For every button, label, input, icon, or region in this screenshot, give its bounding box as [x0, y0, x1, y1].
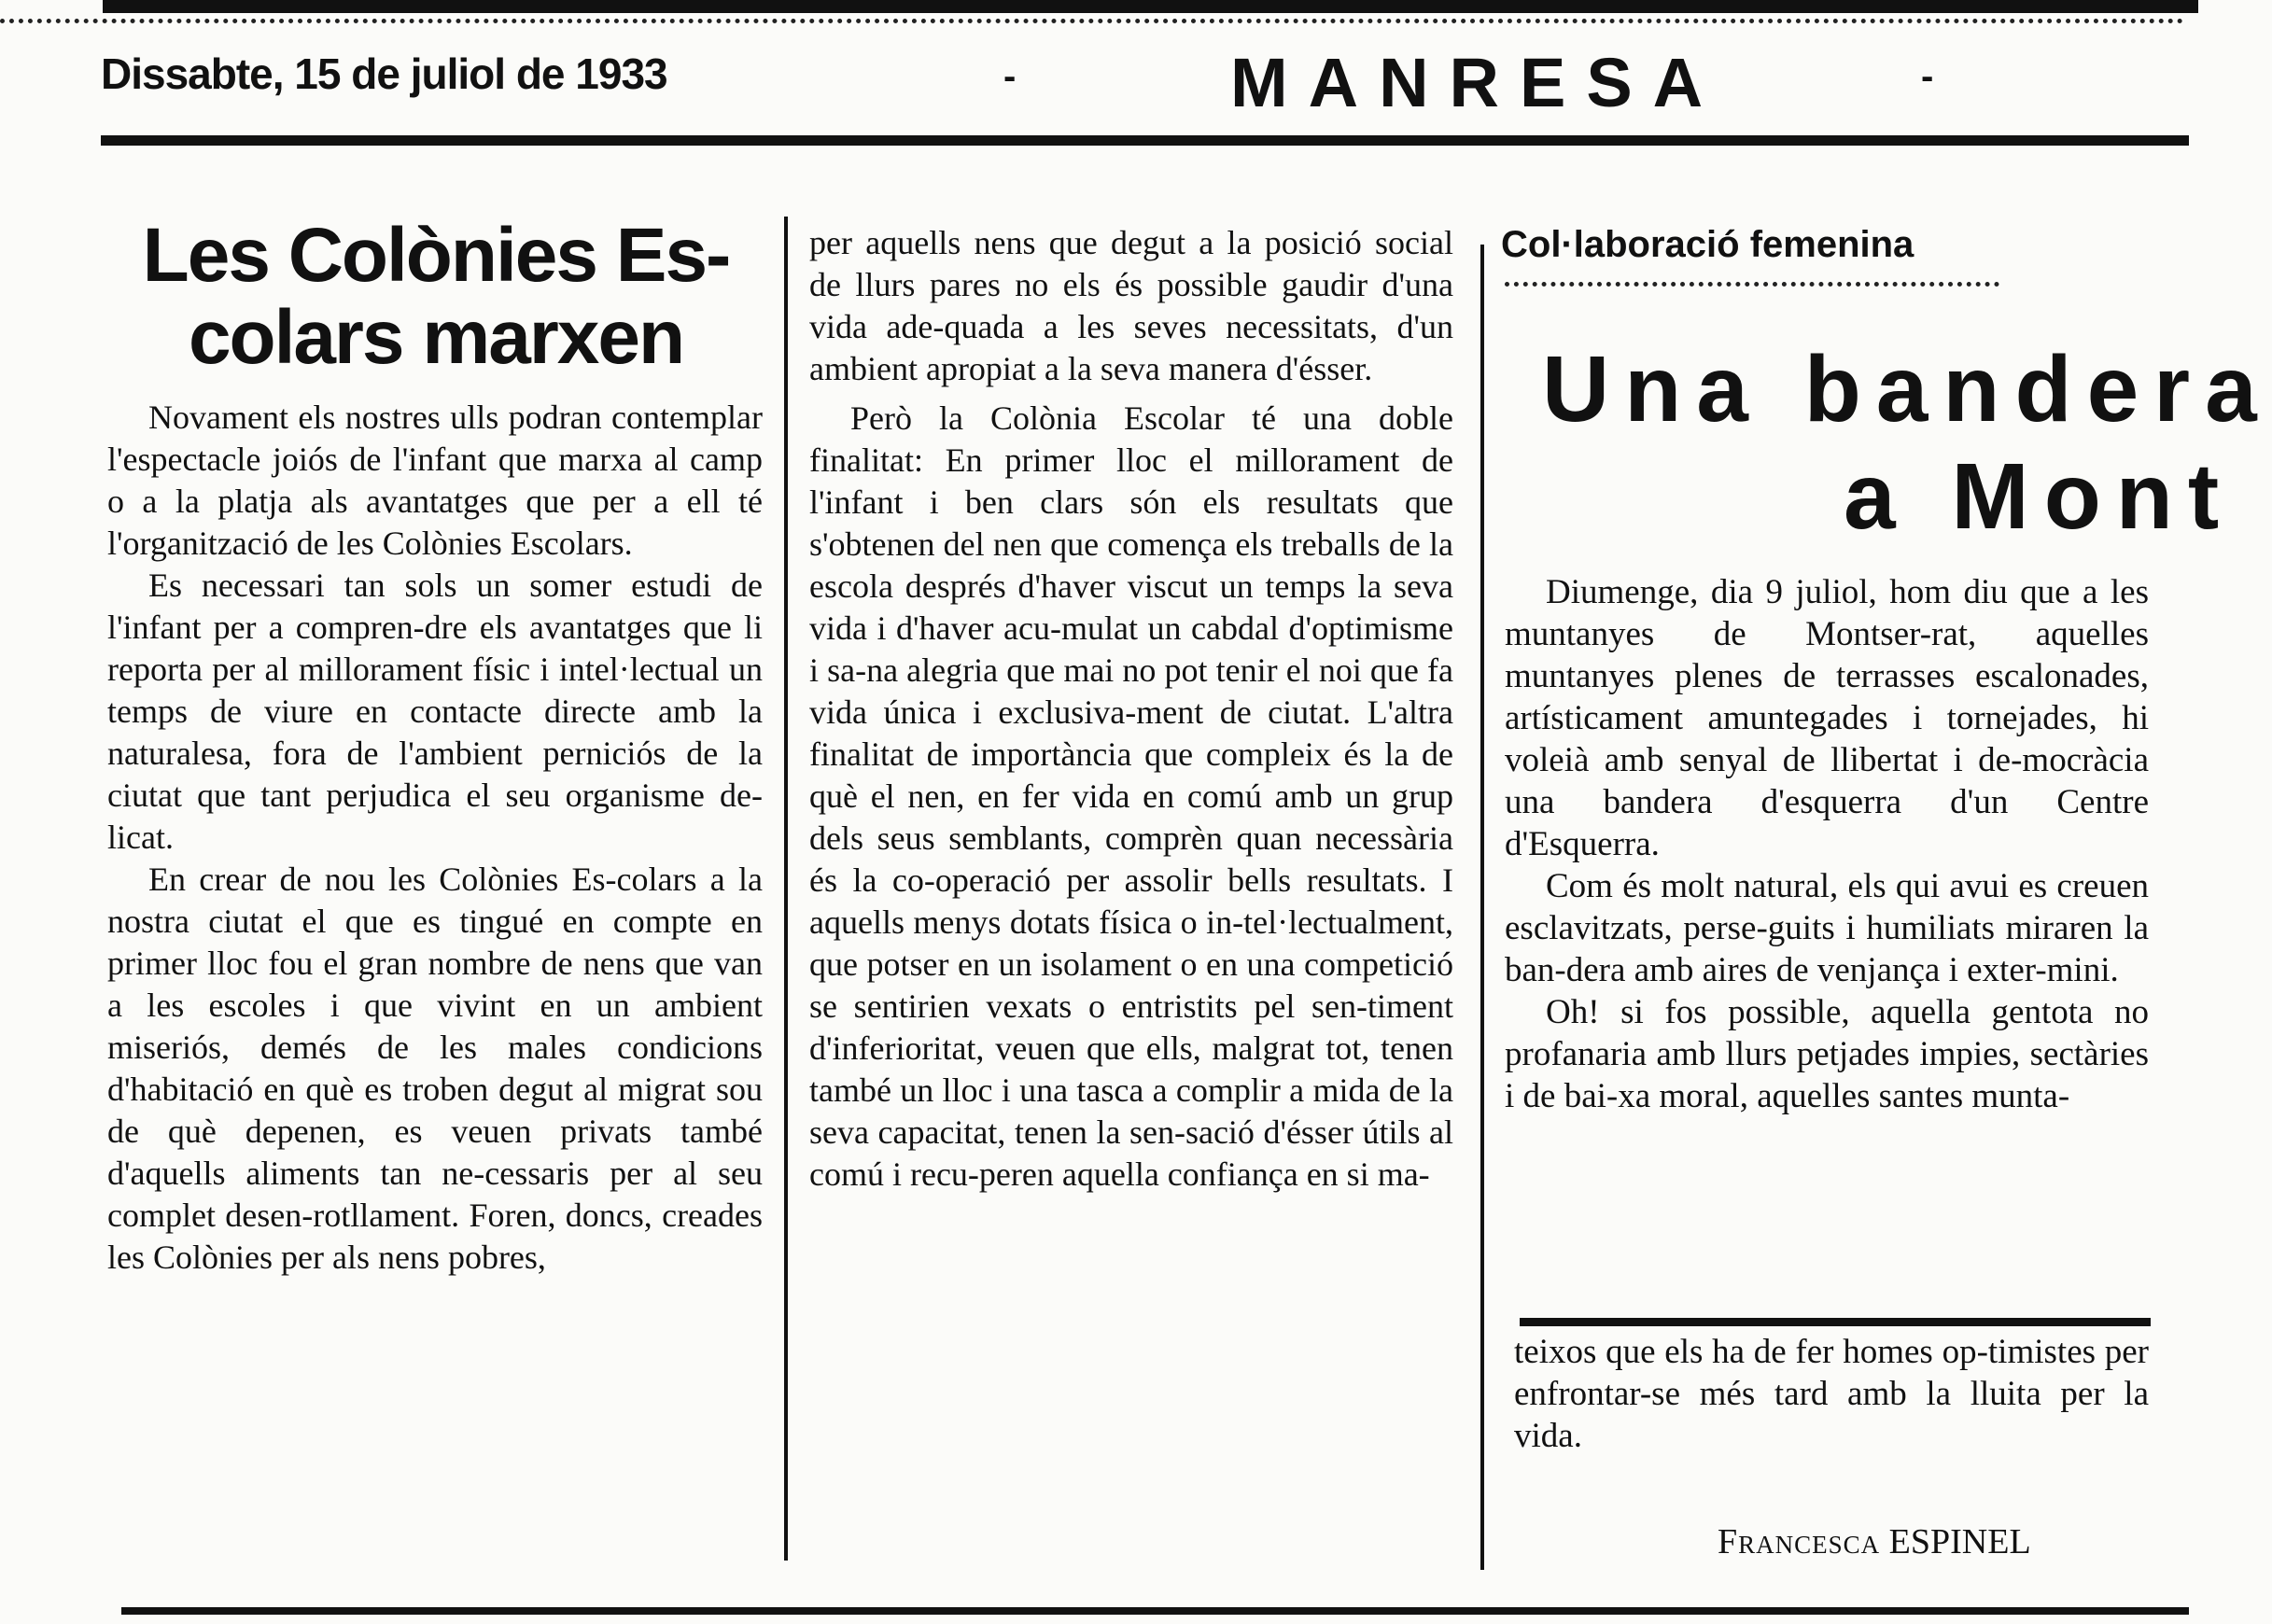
article2-headline-line2: a Mont: [1844, 444, 2235, 549]
top-border-rule: [103, 0, 2198, 13]
article2-paragraph: teixos que els ha de fer homes op-timistes per enfrontar-se més tard amb la lluita per la vida.: [1514, 1333, 2149, 1455]
article1-paragraph: Novament els nostres ulls podran contemplar l'espectacle joiós de l'infant que marxa al camp o a la platja als avantatges que per a ell té l'organització de les Colònies Escolars.: [107, 399, 763, 562]
article1-paragraph: Es necessari tan sols un somer estudi de l'infant per a compren-dre els avantatges que li reporta per al millorament físic i intel·lectual un temps de viure en contacte directe amb la naturalesa, fora de l'ambient perniciós de la ciutat que tant perjudica el seu organisme de-licat.: [107, 567, 763, 856]
article1-paragraph: per aquells nens que degut a la posició social de llurs pares no els és possible gaudir d'una vida ade-quada a les seves necessitats, d'un ambient apropiat a la seva manera d'ésser.: [809, 224, 1453, 387]
masthead-dash-left: -: [1003, 56, 1017, 97]
author-signature: [1718, 1521, 2031, 1562]
section-label: Col·laboració femenina: [1501, 224, 1914, 265]
masthead-rule: [101, 135, 2189, 146]
masthead-dash-right: -: [1921, 56, 1934, 97]
article1-headline-line2: colars marxen: [188, 295, 684, 380]
article1-headline-line1: Les Colònies Es-: [142, 213, 730, 298]
article1-headline: [105, 215, 767, 379]
article2-paragraph: Diumenge, dia 9 juliol, hom diu que a les muntanyes de Montser-rat, aquelles muntanyes plenes de terrasses escalonades, artísticament amuntegades i tornejades, hi voleià amb senyal de llibertat i de-mocràcia una bandera d'esquerra d'un Centre d'Esquerra.: [1505, 573, 2149, 863]
article-separator-rule: [1520, 1318, 2151, 1326]
masthead-date: Dissabte, 15 de juliol de 1933: [101, 49, 667, 98]
author-last-name: ESPINEL: [1888, 1522, 2031, 1561]
article1-paragraph: En crear de nou les Colònies Es-colars a la nostra ciutat el que es tingué en compte en primer lloc fou el gran nombre de nens que van a les escoles i que vivint en un ambient miseriós, demés de les males condicions d'habitació en què es troben degut al migrat sou de què depenen, es veuen privats també d'aquells aliments tan ne-cessaris per al seu complet desen-rotllament. Foren, doncs, creades les Colònies per als nens pobres,: [107, 861, 763, 1276]
article2-paragraph: Com és molt natural, els qui avui es creuen esclavitzats, perse-guits i humiliats miraren la ban-dera amb aires de venjança i exter-mini.: [1505, 867, 2149, 989]
article1-column1: [107, 397, 763, 1279]
bottom-rule: [121, 1607, 2189, 1615]
article1-column2: [809, 222, 1453, 1196]
article2-column-top: [1505, 571, 2149, 1117]
column-divider-1: [784, 217, 788, 1561]
section-label-rule: [1505, 282, 1999, 287]
masthead-title: MANRESA: [1230, 44, 1724, 121]
article2-column-bottom: [1514, 1331, 2149, 1457]
top-border-dots: [0, 19, 2184, 23]
article1-paragraph: Però la Colònia Escolar té una doble finalitat: En primer lloc el millorament de l'infant i ben clars són els resultats que s'obtenen del nen que comença els treballs de la escola després d'haver viscut un temps la seva vida i d'haver acu-mulat un cabdal d'optimisme i sa-na alegria que mai no pot tenir el noi que fa vida única i exclusiva-ment de ciutat. L'altra finalitat de importància que compleix és la de què el nen, en fer vida en comú amb un grup dels seus semblants, comprèn quan necessària és la co-operació per assolir bells resultats. I aquells menys dotats física o in-tel·lectualment, que potser en un isolament o en una competició se sentirien vexats o entristits pel sen-timent d'inferioritat, veuen que ells, malgrat tot, tenen també un lloc i una tasca a complir a mida de la seva capacitat, tenen la sen-sació d'ésser útils al comú i recu-peren aquella confiança en si ma-: [809, 399, 1453, 1193]
article2-paragraph: Oh! si fos possible, aquella gentota no profanaria amb llurs petjades impies, sectàries i de bai-xa moral, aquelles santes munta-: [1505, 993, 2149, 1115]
author-first-name: Francesca: [1718, 1522, 1881, 1561]
column-divider-2: [1480, 245, 1484, 1570]
article2-headline-line1: Una bandera: [1542, 337, 2272, 441]
